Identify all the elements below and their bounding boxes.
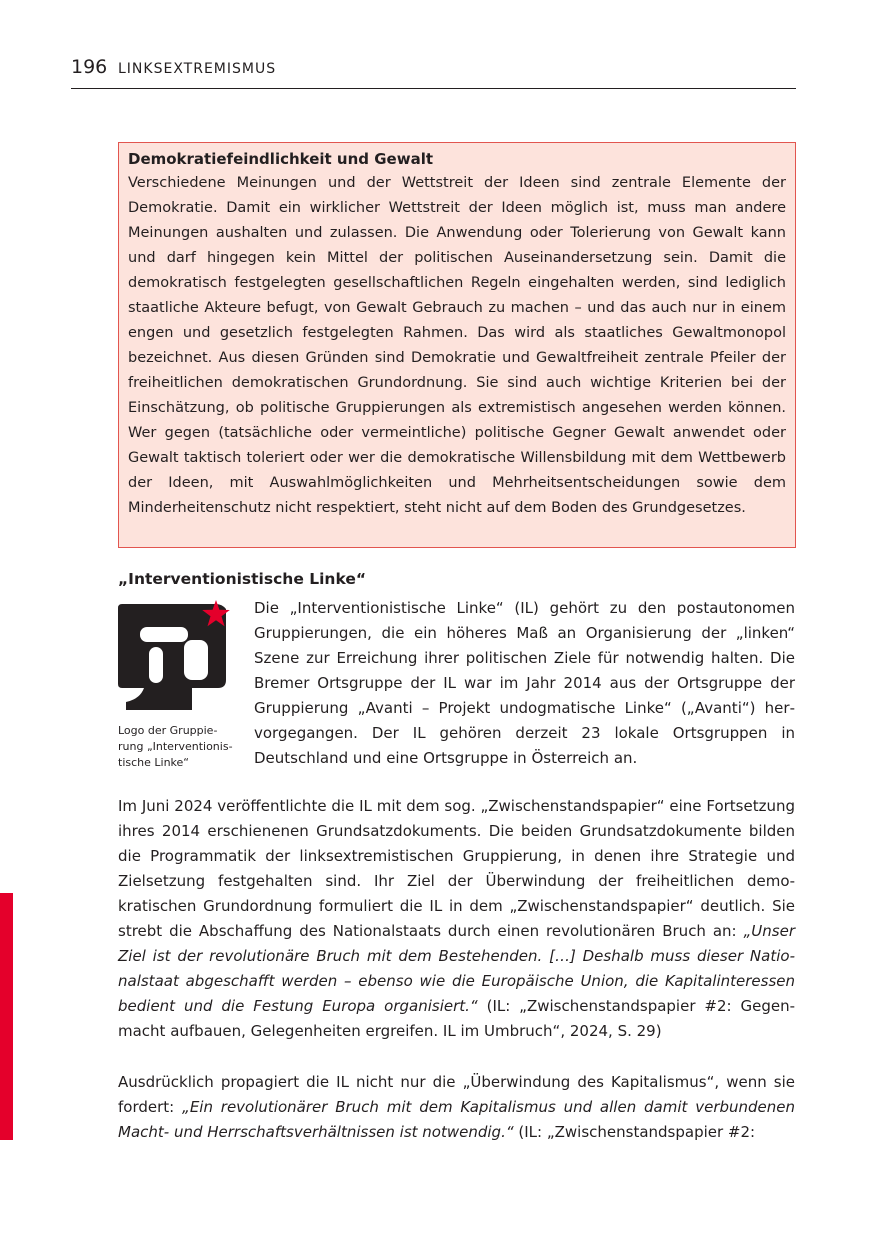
running-header xyxy=(71,56,796,89)
info-box xyxy=(118,142,796,548)
running-head-title: LINKSEXTREMISMUS xyxy=(118,61,277,77)
chapter-marker-bar xyxy=(0,893,13,1140)
section-intro: Die „Interventionistische Linke“ (IL) gehört zu den postautonomen Gruppierungen, die ein höheres Maß an Organisierung der „linken“ Szene zur Erreichung ihrer politischen Ziele für notwendig halten. Die Bremer Ortsgruppe der IL war im Jahr 2014 aus der Ortsgruppe der Gruppierung „Avanti – Projekt undogmatische Linke“ („Avanti“) hervorgegangen. Der IL gehören derzeit 23 lokale Ortsgruppen in Deutschland und eine Ortsgruppe in Österreich an. xyxy=(254,599,795,767)
logo-figure xyxy=(118,600,238,771)
paragraph-2-text-a: Ausdrücklich propagiert die IL nicht nur die „Überwindung des Kapitalismus“, wenn sie fordert: xyxy=(118,1073,795,1116)
il-logo-icon xyxy=(118,600,232,715)
info-box-text: Verschiedene Meinungen und der Wettstreit der Ideen sind zentrale Elemente der Demokratie. Damit ein wirklicher Wettstreit der Ideen möglich ist, muss man andere Meinungen aushalten und zulassen. Die Anwendung oder Tolerierung von Gewalt kann und darf hingegen kein Mittel der politischen Auseinandersetzung sein. Damit die demokratisch festgelegten gesellschaftlichen Regeln eingehalten werden, sind lediglich staatliche Akteure befugt, von Gewalt Gebrauch zu machen – und das auch nur in einem engen und gesetzlich festgelegten Rahmen. Das wird als staatliches Gewaltmonopol bezeichnet. Aus diesen Gründen sind Demokratie und Gewaltfreiheit zentrale Pfeiler der freiheitlichen demokratischen Grundordnung. Sie sind auch wichtige Kriterien bei der Einschätzung, ob politische Gruppierungen als extremistisch angesehen werden können. Wer gegen (tatsächliche oder vermeintliche) politische Gegner Gewalt anwendet oder Gewalt taktisch toleriert oder wer die demokratische Willensbildung mit dem Wettbewerb der Ideen, mit Auswahlmöglichkeiten und Mehrheitsentscheidungen sowie dem Minderheitenschutz nicht respektiert, steht nicht auf dem Boden des Grundgesetzes. xyxy=(128,175,786,516)
paragraph-1-quote: „Unser Ziel ist der revolutionäre Bruch mit dem Bestehenden. […] Deshalb muss dieser Nationalstaat abgeschafft werden – ebenso wie die Europäische Union, die Kapitalinteressen bedient und die Festung Europa organisiert.“ xyxy=(118,922,795,1015)
page-number: 196 xyxy=(71,56,108,78)
paragraph-1 xyxy=(118,794,795,1044)
paragraph-1-text-a: Im Juni 2024 veröffentlichte die IL mit dem sog. „Zwischenstandspapier“ eine Fortsetzung ihres 2014 erschienenen Grundsatzdokuments. Die beiden Grundsatzdokumente bilden die Programmatik der linksextremistischen Gruppierung, in denen ihre Strategie und Zielsetzung festgehalten sind. Ihr Ziel der Überwindung der freiheitlichen demokratischen Grundordnung formuliert die IL in dem „Zwischenstandspapier“ deutlich. Sie strebt die Abschaffung des Nationalstaats durch einen revolutionären Bruch an: xyxy=(118,797,795,940)
paragraph-2 xyxy=(118,1070,795,1145)
paragraph-2-text-b: (IL: „Zwischenstandspapier #2: xyxy=(513,1123,756,1141)
paragraph-1-text-b: (IL: „Zwischenstandspapier #2: Gegenmacht aufbauen, Gelegenheiten ergreifen. IL im Umbruch“, 2024, S. 29) xyxy=(118,997,795,1040)
logo-caption: Logo der Gruppierung „Interventionistische Linke“ xyxy=(118,724,233,769)
info-box-title: Demokratiefeindlichkeit und Gewalt xyxy=(128,150,434,168)
section-heading: „Interventionistische Linke“ xyxy=(118,570,367,588)
paragraph-2-quote: „Ein revolutionärer Bruch mit dem Kapitalismus und allen damit verbundenen Macht- und Herrschaftsverhältnissen ist notwendig.“ xyxy=(118,1098,796,1141)
